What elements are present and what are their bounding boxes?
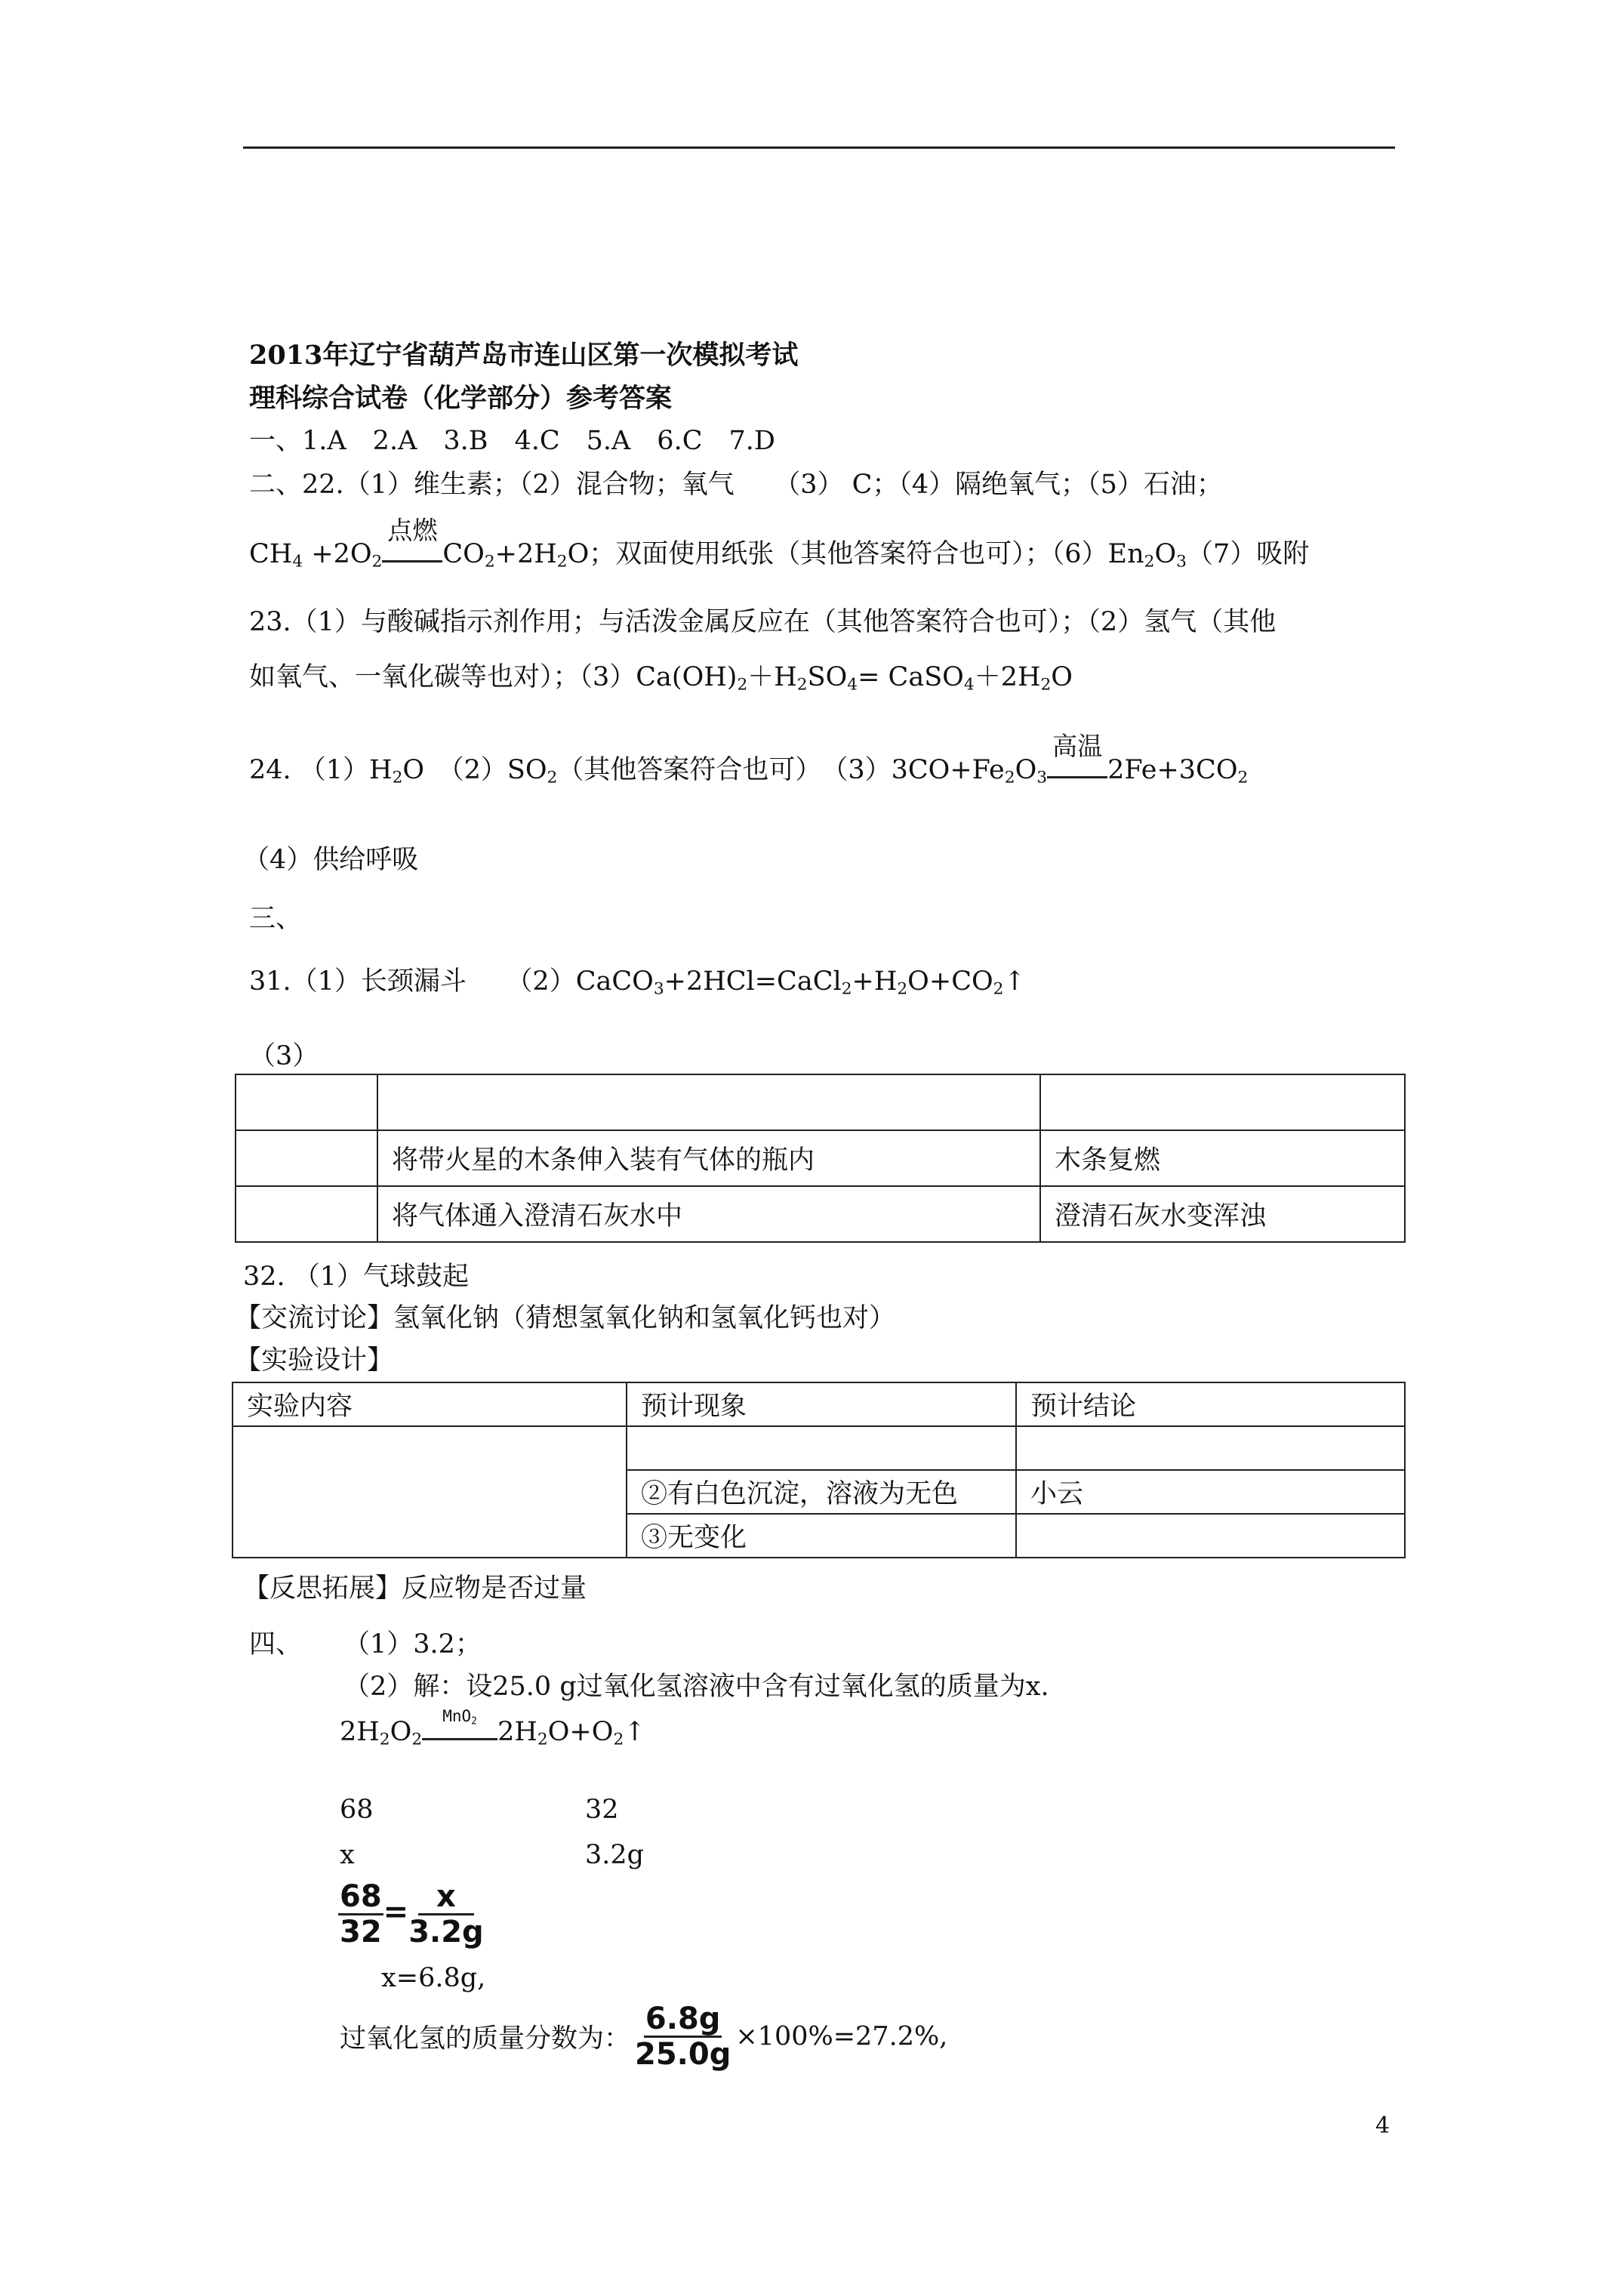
q32-reflection: 【反思拓展】反应物是否过量 xyxy=(243,1573,587,1604)
table-row xyxy=(236,1186,1405,1242)
table-cell xyxy=(1016,1426,1405,1470)
section4-label: 四、 xyxy=(249,1629,303,1660)
table-cell: ②有白色沉淀，溶液为无色 xyxy=(627,1470,1016,1514)
q31-part3-label: （3） xyxy=(249,1041,319,1071)
section4-equation: $2H_2O_2$ MnO$_2$ $2H_2O+O_2↑$ xyxy=(340,1706,646,1749)
table-cell xyxy=(377,1074,1040,1130)
q32-discussion: 【交流讨论】氢氧化钠（猜想氢氧化钠和氢氧化钙也对） xyxy=(235,1303,896,1333)
table-cell xyxy=(236,1074,377,1130)
table-cell xyxy=(236,1186,377,1242)
table-cell: 小云 xyxy=(1016,1470,1405,1514)
q31-line1: 31.（1）长颈漏斗 $(2)CaCO_3+2HCl=CaCl_2+H_2O+CO_2↑$ xyxy=(249,966,1026,999)
table-cell: 澄清石灰水变浑浊 xyxy=(1040,1186,1405,1242)
percentage-fraction: $\frac{6.8g}{25.0g}$ xyxy=(635,2002,731,2072)
table-cell: 木条复燃 xyxy=(1040,1130,1405,1186)
q24-line1: 24. $(1)H_2O$ $(2)SO_2$（其他答案符合也可） $(3)3CO+Fe_2O_3$ 高温 $2Fe+3CO_2$ xyxy=(249,732,1249,787)
doc-title: 2013年辽宁省葫芦岛市连山区第一次模拟考试 xyxy=(249,340,799,371)
table-row xyxy=(236,1074,1405,1130)
unknown-x: x xyxy=(340,1840,355,1870)
q23-line2: 如氧气、一氧化碳等也对）；$(3)Ca(OH)_2+H_2SO_4=$ $CaSO_4+2H_2O$ xyxy=(249,662,1073,695)
table-header: 实验内容 xyxy=(233,1382,627,1426)
mass-value: 3.2g xyxy=(585,1840,645,1870)
table-cell: 将带火星的木条伸入装有气体的瓶内 xyxy=(377,1130,1040,1186)
section4-part1: （1）3.2； xyxy=(343,1629,482,1660)
table-header: 预计现象 xyxy=(627,1382,1016,1426)
section4-part2: （2）解：设25.0 g过氧化氢溶液中含有过氧化氢的质量为x. xyxy=(343,1672,1049,1702)
table-cell xyxy=(627,1426,1016,1470)
fraction-right: $\frac{x}{3.2g}$ xyxy=(408,1879,484,1949)
ratio-equation: $\frac{68}{32}$ = $\frac{x}{3.2g}$ xyxy=(340,1879,484,1949)
table-cell: ③无变化 xyxy=(627,1514,1016,1558)
q32-design-label: 【实验设计】 xyxy=(235,1345,394,1376)
table-cell xyxy=(1040,1074,1405,1130)
table-cell xyxy=(236,1130,377,1186)
percentage-line: 过氧化氢的质量分数为： $\frac{6.8g}{25.0g}$ ×100%=27.2%, xyxy=(340,2002,948,2072)
q22-line1: 二、22.（1）维生素；（2）混合物；氧气 （3） C；（4）隔绝氧气；（5）石油； xyxy=(249,470,1223,500)
q24-line2: （4）供给呼吸 xyxy=(243,845,419,875)
section1-answers: 一、1.A 2.A 3.B 4.C 5.A 6.C 7.D xyxy=(249,426,775,456)
table-cell xyxy=(1016,1514,1405,1558)
q32-table xyxy=(232,1382,1406,1558)
fraction-left: $\frac{68}{32}$ xyxy=(340,1879,382,1949)
header-rule xyxy=(243,146,1395,149)
q22-equation-line: $CH_4 +2O_2$ 点燃 $CO_2+2H_2O$；双面使用纸张（其他答案符合也可）；$(6)En_2O_3(7)$吸附 xyxy=(249,516,1310,572)
table-cell xyxy=(233,1426,627,1558)
molar-mass-1: 68 xyxy=(340,1795,374,1825)
reaction-condition: 高温 xyxy=(1047,755,1107,785)
page-number: 4 xyxy=(1375,2113,1390,2139)
table-cell: 将气体通入澄清石灰水中 xyxy=(377,1186,1040,1242)
table-row xyxy=(236,1130,1405,1186)
q32-line1: 32. （1）气球鼓起 xyxy=(243,1262,470,1292)
result-x: x=6.8g, xyxy=(381,1963,486,1993)
section3-label: 三、 xyxy=(249,904,303,934)
q23-line1: 23.（1）与酸碱指示剂作用；与活泼金属反应在（其他答案符合也可）；（2）氢气（其他 xyxy=(249,607,1277,637)
reaction-condition: MnO$_2$ xyxy=(422,1717,497,1747)
doc-subtitle: 理科综合试卷（化学部分）参考答案 xyxy=(249,383,673,414)
table-header: 预计结论 xyxy=(1016,1382,1405,1426)
q31-table xyxy=(235,1074,1406,1243)
table-row xyxy=(233,1382,1405,1426)
table-row xyxy=(233,1426,1405,1470)
molar-mass-2: 32 xyxy=(585,1795,619,1825)
reaction-condition: 点燃 xyxy=(382,539,442,569)
